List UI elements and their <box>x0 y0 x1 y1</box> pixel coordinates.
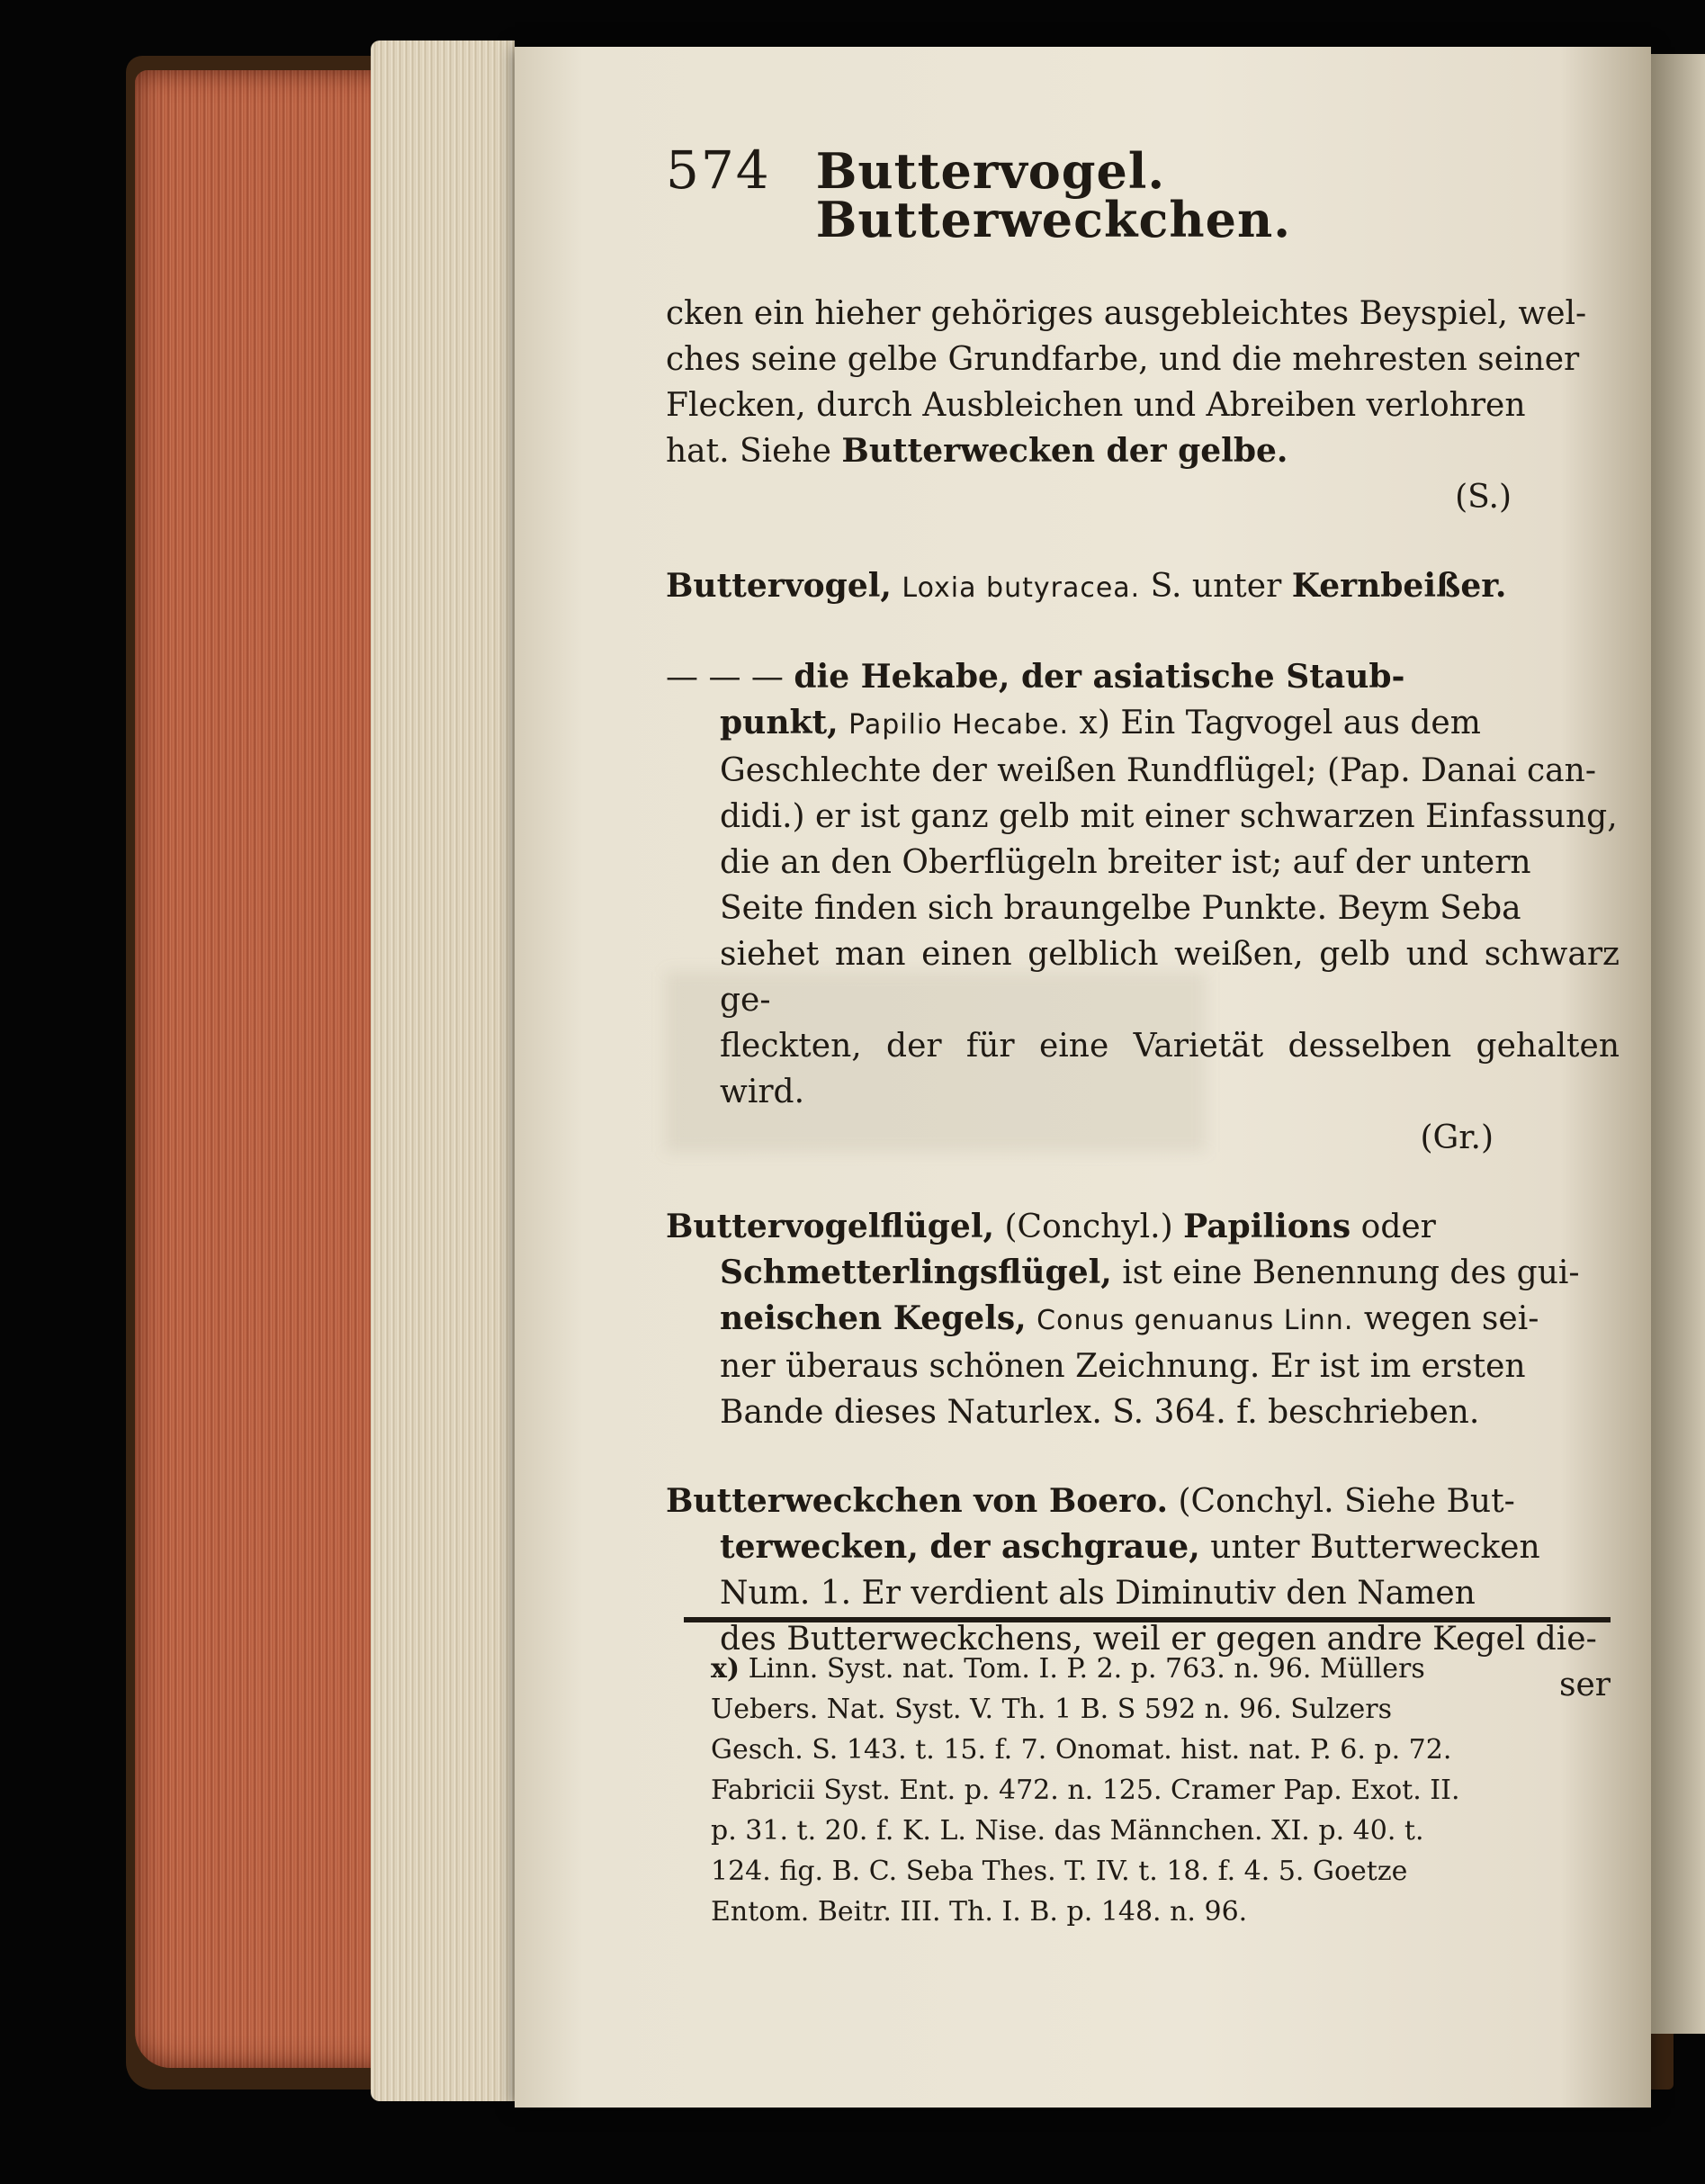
footnote-mark: x) <box>1079 705 1110 741</box>
page-stack <box>371 40 515 2101</box>
text-line: ner überaus schönen Zeichnung. Er ist im ersten <box>720 1348 1526 1385</box>
text-line: Num. 1. Er verdient als Diminutiv den Namen <box>720 1575 1476 1612</box>
entry-buttervogel: Buttervogel, Loxia butyracea. S. unter Kernbeißer. <box>666 567 1507 605</box>
text-line: des Butterweckchens, weil er gegen andre Kegel die- <box>720 1621 1597 1658</box>
text-line: Geschlechte der weißen Rundflügel; (Pap. Danai can- <box>720 752 1596 789</box>
entry-buttervogelfluegel <box>666 1204 1620 1435</box>
footnote-line: 124. fig. B. C. Seba Thes. T. IV. t. 18. f. 4. 5. Goetze <box>711 1856 1408 1887</box>
text-line: Seite finden sich braungelbe Punkte. Beym Seba <box>720 890 1521 927</box>
text-line: die an den Oberflügeln breiter ist; auf der untern <box>720 844 1531 881</box>
text-line: fleckten, der für eine Varietät desselben gehalten wird. <box>720 1028 1620 1110</box>
entry-headword: Buttervogel, <box>666 567 892 605</box>
catchword: ser <box>1559 1667 1611 1703</box>
facing-page-edge <box>1651 54 1705 2034</box>
footnote-line: p. 31. t. 20. f. K. L. Nise. das Männchen. XI. p. 40. t. <box>711 1815 1424 1847</box>
latin-name: Loxia butyracea. <box>902 572 1141 604</box>
entry-headword: Buttervogelflügel, <box>666 1208 995 1245</box>
latin-name: Papilio Hecabe. <box>848 709 1070 741</box>
running-head: Buttervogel. Butterweckchen. <box>815 142 1292 248</box>
page-number: 574 <box>666 139 771 201</box>
text-line: Buttervogelflügel, (Conchyl.) Papilions oder <box>666 1208 1436 1245</box>
text-line: cken ein hieher gehöriges ausgebleichtes Beyspiel, wel- <box>666 295 1587 332</box>
text-line: Bande dieses Naturlex. S. 364. f. beschrieben. <box>720 1394 1480 1431</box>
text-line: Schmetterlingsflügel, ist eine Benennung des gui- <box>720 1254 1580 1291</box>
latin-name: Conus genuanus Linn. <box>1036 1305 1354 1336</box>
footnote <box>711 1649 1611 1932</box>
entry-hekabe <box>666 654 1620 1161</box>
text-line: terwecken, der aschgraue, unter Butterwecken <box>720 1528 1540 1566</box>
entry-carryover <box>666 291 1620 520</box>
footnote-line: Uebers. Nat. Syst. V. Th. 1 B. S 592 n. 96. Sulzers <box>711 1694 1393 1725</box>
text-line: didi.) er ist ganz gelb mit einer schwarzen Einfassung, <box>720 798 1618 835</box>
repeat-dashes: — — — <box>666 659 784 696</box>
footnote-line: Entom. Beitr. III. Th. I. B. p. 148. n. 96. <box>711 1896 1248 1928</box>
text-line: ches seine gelbe Grundfarbe, und die mehresten seiner <box>666 341 1580 378</box>
author-signature: (Gr.) <box>1420 1119 1494 1156</box>
text-line: Butterweckchen von Boero. (Conchyl. Siehe But- <box>666 1482 1515 1520</box>
text-line: hat. Siehe Butterwecken der gelbe. <box>666 432 1288 470</box>
footnote-rule <box>684 1617 1611 1622</box>
fore-edge <box>135 70 405 2068</box>
page-header <box>666 139 1620 248</box>
text-line: siehet man einen gelblich weißen, gelb und schwarz ge- <box>720 936 1620 1019</box>
text-line: neischen Kegels, Conus genuanus Linn. wegen sei- <box>720 1299 1539 1337</box>
text-line <box>666 654 1620 700</box>
footnote-mark: x) <box>711 1653 740 1685</box>
cross-reference: Kernbeißer. <box>1291 567 1507 605</box>
entry-headword: Butterweckchen von Boero. <box>666 1482 1169 1520</box>
text-line: Flecken, durch Ausbleichen und Abreiben verlohren <box>666 387 1526 424</box>
entry-headword: die Hekabe, der asiatische Staub- <box>794 658 1405 696</box>
footnote-line: Fabricii Syst. Ent. p. 472. n. 125. Cramer Pap. Exot. II. <box>711 1775 1460 1806</box>
text-line: punkt, Papilio Hecabe. x) Ein Tagvogel aus dem <box>720 704 1481 741</box>
page-content <box>666 139 1620 1708</box>
cross-reference: terwecken, der aschgraue, <box>720 1528 1200 1566</box>
cross-reference: Butterwecken der gelbe. <box>841 432 1288 470</box>
footnote-line: x) Linn. Syst. nat. Tom. I. P. 2. p. 763. n. 96. Müllers <box>711 1653 1425 1685</box>
author-signature: (S.) <box>1455 479 1512 516</box>
footnote-line: Gesch. S. 143. t. 15. f. 7. Onomat. hist. nat. P. 6. p. 72. <box>711 1734 1452 1766</box>
